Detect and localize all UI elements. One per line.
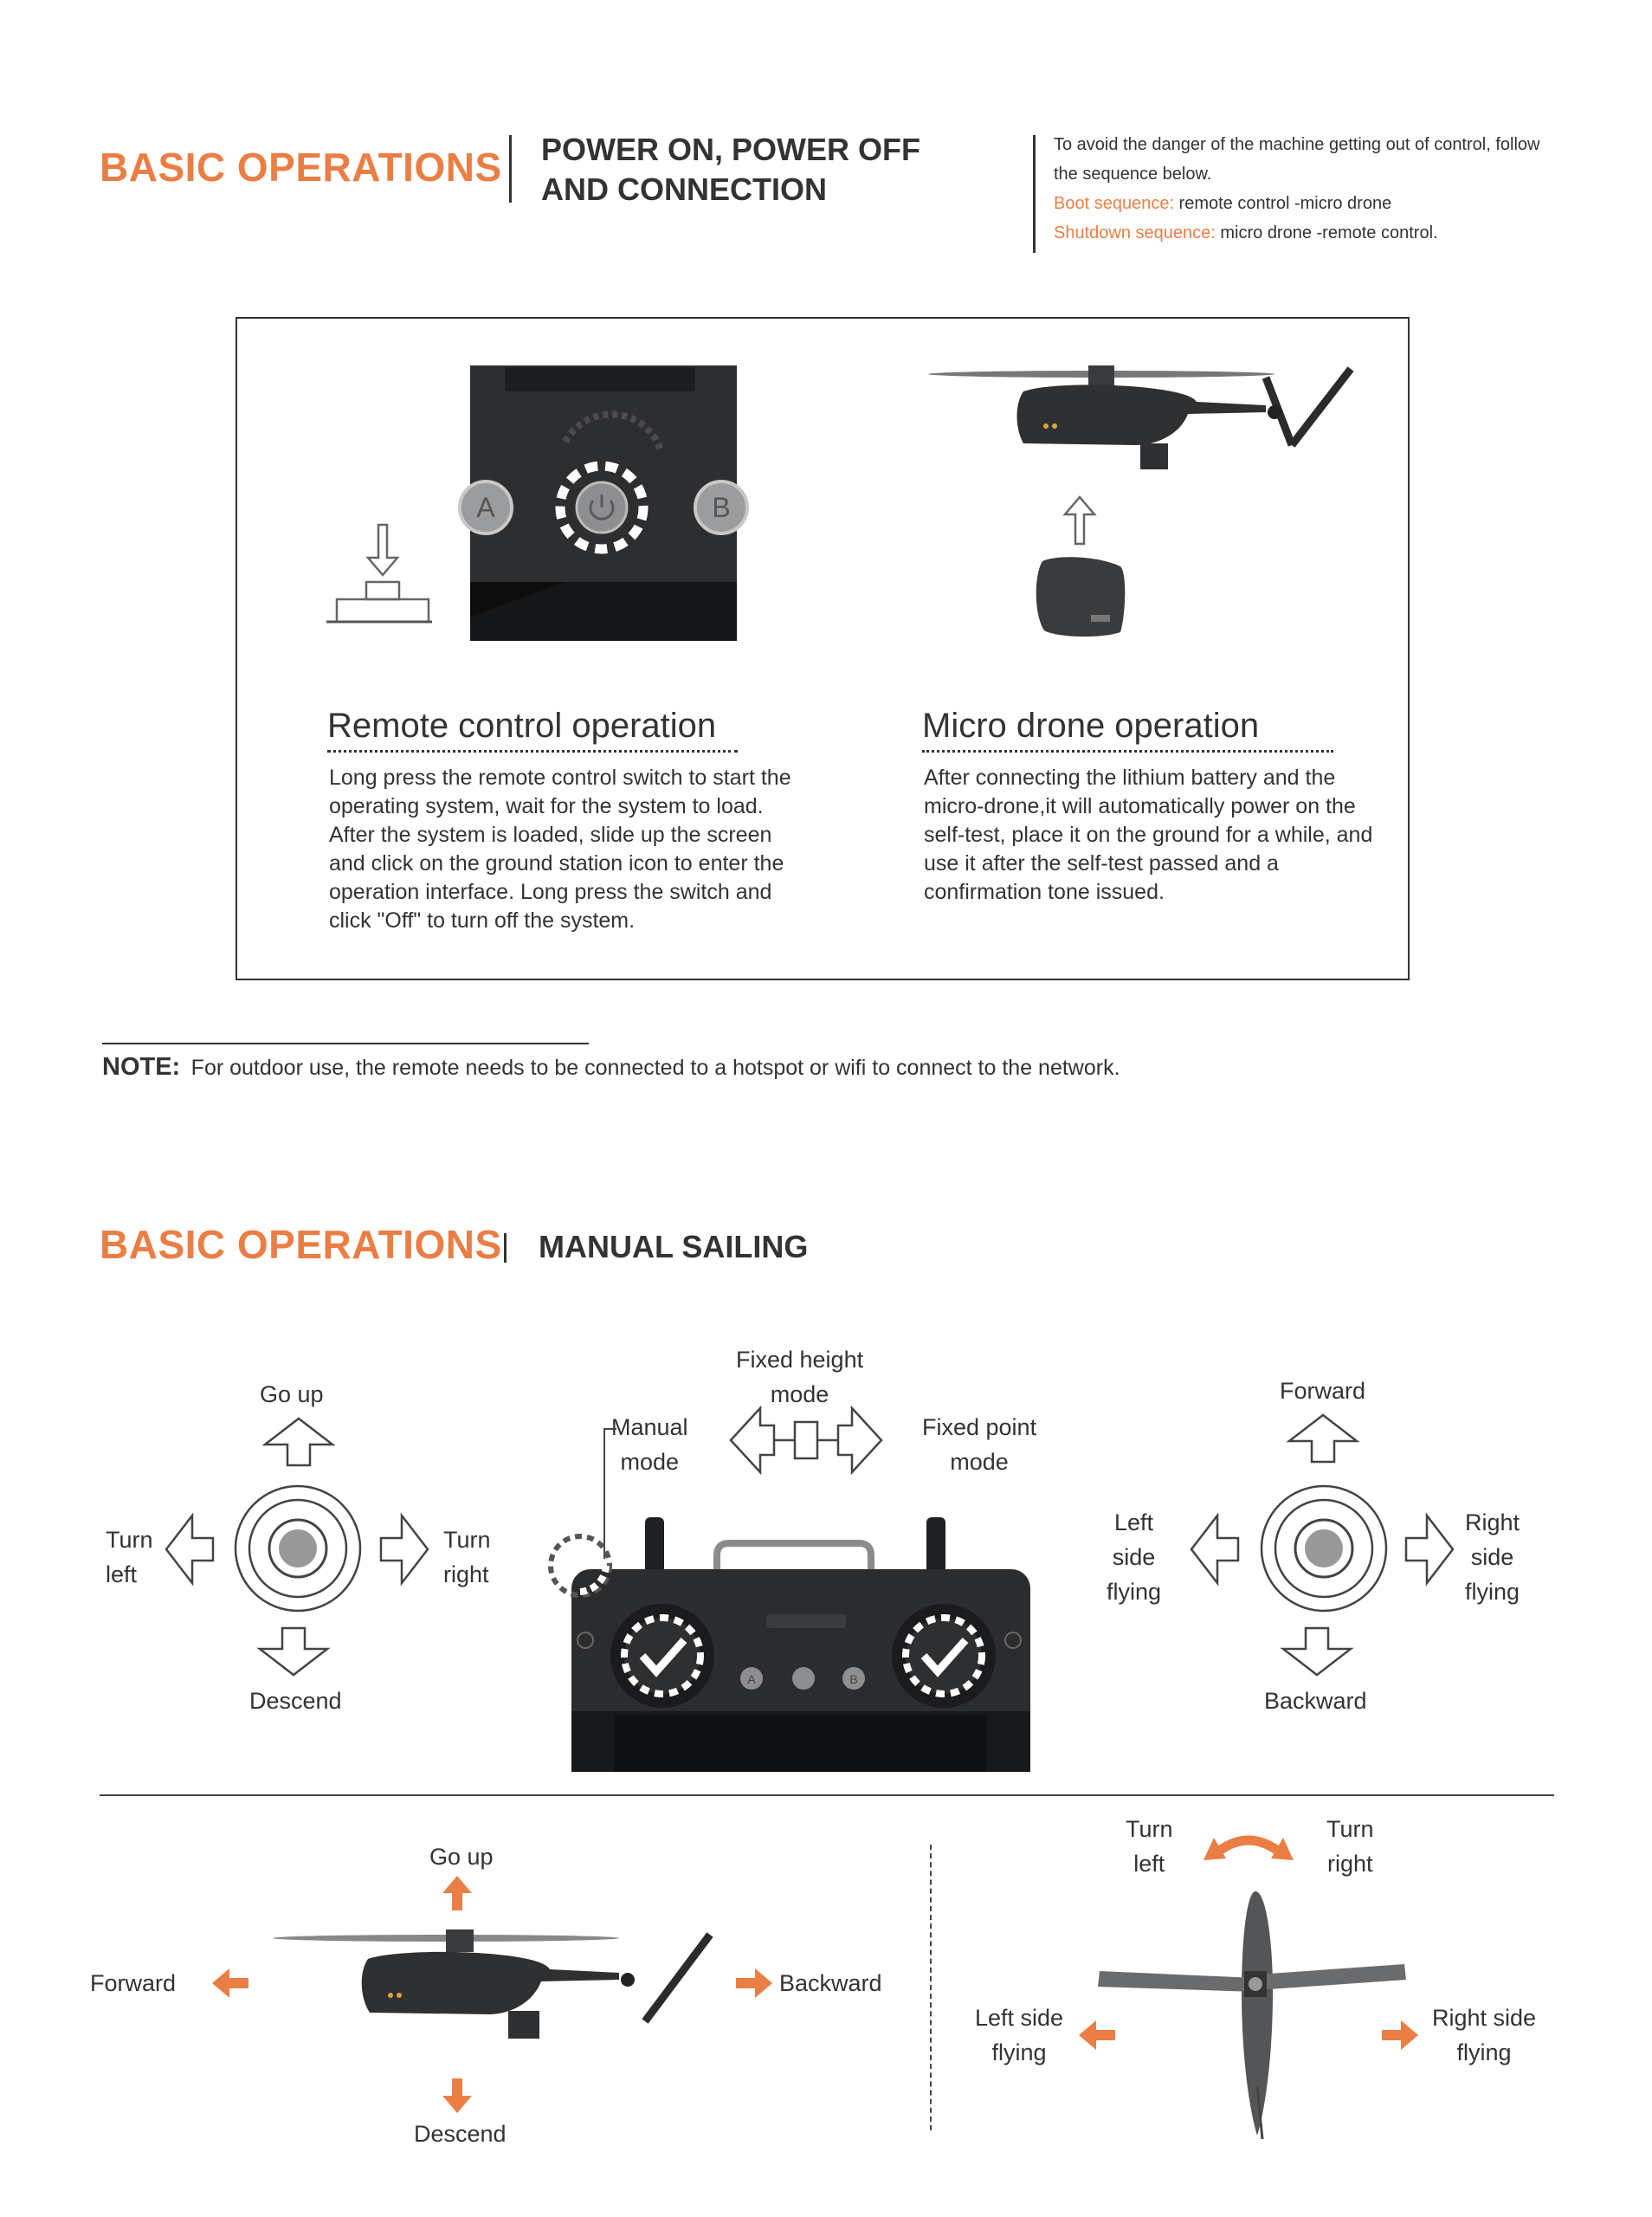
orange-arrow-down-icon [442,2078,473,2115]
fixed-point-line-1: Fixed point [922,1414,1037,1440]
manual-mode-line-1: Manual [611,1414,688,1440]
fixed-point-line-2: mode [950,1449,1009,1475]
section-title-manual: BASIC OPERATIONS [100,1222,502,1267]
manual-mode-line-2: mode [620,1449,680,1475]
left-stick-up-label: Go up [260,1381,324,1407]
shutdown-label: Shutdown sequence: [1054,223,1216,242]
top-left-side-line-2: flying [991,2039,1047,2065]
fixed-point-mode-label [922,1410,1036,1479]
rotate-arrow-icon [1202,1820,1295,1864]
right-stick-down-label: Backward [1264,1688,1367,1714]
shutdown-value: micro drone -remote control. [1215,223,1438,242]
drone-top-view-image [1093,1888,1410,2139]
drone-op-text: After connecting the lithium battery and the micro-drone,it will automatically power on the self-test, place it on the ground for a while, and use it after the self-test passed and a confirmation tone issued. [924,766,1373,904]
top-left-side-line-1: Left side [975,2005,1064,2031]
mode-switch-icon [727,1405,885,1476]
intro-text [1054,130,1539,248]
right-stick-right-label [1465,1505,1520,1609]
orange-arrow-right-icon [736,1968,774,1999]
side-view-down-label: Descend [414,2121,507,2147]
intro-line-1: To avoid the danger of the machine getting out of control, follow [1054,135,1540,154]
right-stick-on-remote [892,1604,996,1708]
remote-btn-a-label: A [476,492,495,523]
boot-sequence [1054,189,1539,218]
subtitle-line-1: POWER ON, POWER OFF [541,132,920,167]
right-stick-left-label [1107,1505,1161,1609]
right-side-word-3: flying [1465,1579,1520,1605]
top-view-turn-left-label [1126,1812,1173,1881]
left-stick-down-label: Descend [249,1688,342,1714]
remote-btn-b-small: B [849,1672,858,1686]
arrow-left-outline-icon-2 [1188,1512,1240,1587]
top-view-turn-right-label [1326,1812,1374,1881]
remote-op-underline [327,750,738,753]
side-view-left-label: Forward [90,1970,177,1996]
remote-controller-image [545,1507,1056,1772]
turn-right-word-2: right [443,1561,489,1587]
right-side-word-1: Right [1465,1509,1520,1535]
drone-op-underline [922,750,1333,753]
side-view-right-label: Backward [779,1970,882,1996]
remote-op-title: Remote control operation [327,707,717,745]
arrow-down-outline-icon [256,1626,331,1677]
note [102,1053,1120,1082]
top-turn-left-word-2: left [1133,1851,1165,1877]
note-label: NOTE: [102,1053,181,1081]
note-text: For outdoor use, the remote needs to be connected to a hotspot or wifi to connect to the network. [190,1056,1120,1080]
boot-value: remote control -micro drone [1174,194,1392,213]
boot-label: Boot sequence: [1054,194,1174,213]
shutdown-sequence [1054,218,1539,248]
right-side-word-2: side [1470,1544,1514,1570]
fixed-height-line-2: mode [770,1381,829,1407]
title-divider [509,135,512,203]
intro-line-2: the sequence below. [1054,165,1212,184]
arrow-left-outline-icon [163,1512,215,1587]
arrow-up-outline-icon [261,1417,336,1467]
top-right-side-line-1: Right side [1432,2005,1537,2031]
left-stick-right-label [443,1522,491,1592]
orange-arrow-left-icon-2 [1077,2020,1115,2051]
battery-image [1030,554,1134,641]
remote-op-text: Long press the remote control switch to start the operating system, wait for the system to load. After the system is loaded, slide up the screen and click on the ground station icon to enter the operation interface. Long press the switch and click "Off" to turn off the system. [329,766,791,933]
top-turn-left-word-1: Turn [1126,1816,1173,1842]
left-side-word-2: side [1112,1544,1156,1570]
top-view-right-label [1432,2000,1536,2070]
arrow-up-outline-icon-2 [1286,1413,1360,1464]
arrow-up-icon [1058,495,1101,547]
subtitle-line-2: AND CONNECTION [541,171,827,207]
arrow-right-outline-icon [379,1512,431,1587]
top-turn-right-word-1: Turn [1326,1816,1374,1842]
fixed-height-mode-label [736,1342,863,1412]
arrow-down-outline-icon-2 [1280,1626,1354,1677]
right-joystick-icon [1258,1483,1390,1614]
section-rule [100,1794,1554,1796]
intro-divider [1033,135,1036,253]
press-down-icon [325,520,437,628]
left-side-word-3: flying [1107,1579,1162,1605]
turn-left-word-2: left [106,1561,138,1587]
micro-drone-image [928,359,1361,480]
turn-left-word-1: Turn [106,1527,153,1553]
section-subtitle-manual: MANUAL SAILING [539,1229,809,1264]
arrow-right-outline-icon-2 [1404,1512,1456,1587]
section-subtitle-power [541,130,920,210]
top-view-left-label [975,2000,1063,2070]
orange-arrow-right-icon-2 [1382,2020,1420,2051]
right-stick-up-label: Forward [1280,1378,1366,1404]
section-title-power: BASIC OPERATIONS [100,145,502,190]
drone-side-view-image [273,1924,714,2054]
remote-closeup-image [470,365,737,641]
left-stick-left-label [106,1522,153,1592]
left-stick-on-remote [610,1604,714,1708]
title-divider-2 [504,1233,507,1263]
remote-btn-a-small: A [747,1672,756,1686]
view-divider [930,1845,932,2130]
left-side-word-1: Left [1113,1509,1154,1535]
top-right-side-line-2: flying [1456,2039,1512,2065]
turn-right-word-1: Turn [443,1527,491,1553]
side-view-up-label: Go up [429,1844,494,1870]
drone-op-title: Micro drone operation [922,707,1260,745]
fixed-height-line-1: Fixed height [736,1347,864,1373]
remote-btn-b-label: B [712,492,731,523]
orange-arrow-up-icon [442,1874,473,1910]
orange-arrow-left-icon [210,1968,248,1999]
note-rule [102,1043,589,1044]
left-joystick-icon [232,1483,364,1614]
top-turn-right-word-2: right [1326,1851,1373,1877]
